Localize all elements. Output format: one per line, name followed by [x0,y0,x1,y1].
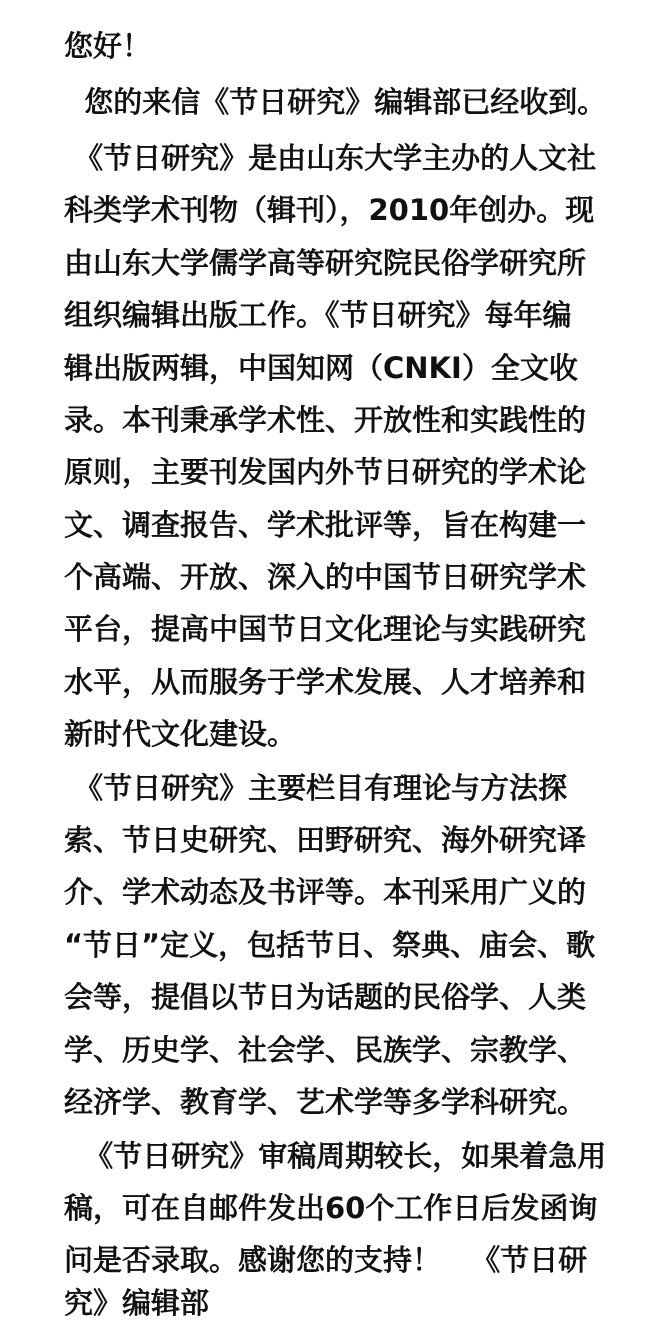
text-line: 学、历史学、社会学、民族学、宗教学、 [64,1033,587,1067]
text-line: 索、节日史研究、田野研究、海外研究译 [64,823,587,857]
text-line: 水平，从而服务于学术发展、人才培养和 [64,665,587,699]
text-line: 平台，提高中国节日文化理论与实践研究 [64,612,587,646]
text-line: 《节日研究》主要栏目有理论与方法探 [64,771,568,805]
text-line: 个高端、开放、深入的中国节日研究学术 [64,560,587,594]
text-line: 科类学术刊物（辑刊），2010年创办。现 [64,193,595,227]
greeting-line: 您好！ [64,29,152,63]
text-line: 《节日研究》是由山东大学主办的人文社 [64,141,597,175]
text-line: 问是否录取。感谢您的支持！ 《节日研 [64,1243,588,1277]
text-line: 会等，提倡以节日为话题的民俗学、人类 [64,980,587,1014]
text-line: 《节日研究》审稿周期较长，如果着急用 [64,1139,607,1173]
text-line: 录。本刊秉承学术性、开放性和实践性的 [64,403,587,437]
text-line: 稿，可在自邮件发出60个工作日后发函询 [64,1191,598,1225]
text-line: 由山东大学儒学高等研究院民俗学研究所 [64,246,587,280]
text-line: 组织编辑出版工作。《节日研究》每年编 [64,298,572,332]
signature-line: 究》编辑部 [64,1286,210,1320]
text-line: 您的来信《节日研究》编辑部已经收到。 [64,85,607,119]
text-line: 辑出版两辑，中国知网（CNKI）全文收 [64,351,578,385]
text-line: 介、学术动态及书评等。本刊采用广义的 [64,875,587,909]
text-line: 经济学、教育学、艺术学等多学科研究。 [64,1085,587,1119]
text-line: 新时代文化建设。 [64,717,297,751]
text-line: 原则，主要刊发国内外节日研究的学术论 [64,455,587,489]
text-line: 文、调查报告、学术批评等，旨在构建一 [64,508,587,542]
text-line: “节日”定义，包括节日、祭典、庙会、歌 [64,928,596,962]
